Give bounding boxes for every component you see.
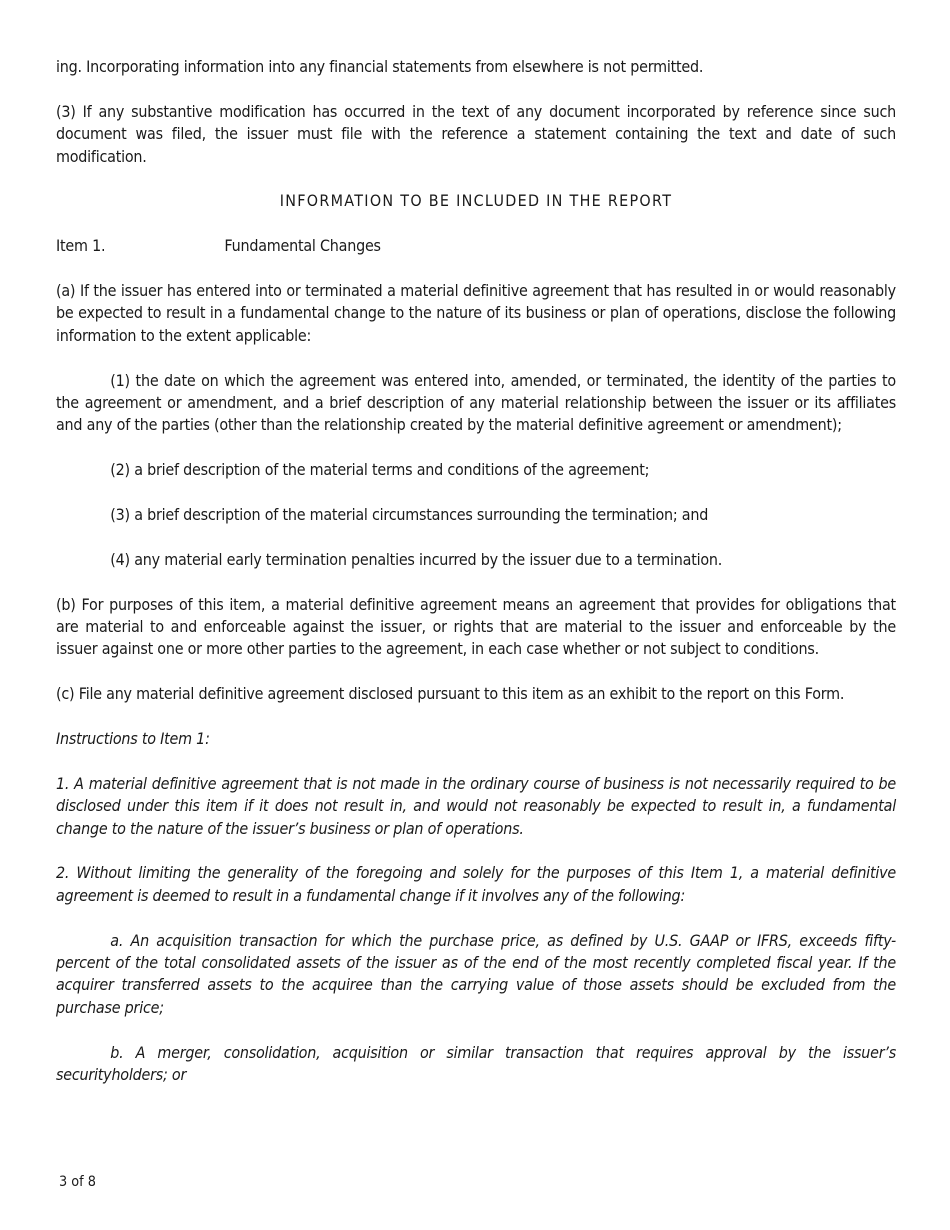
paragraph-b: (b) For purposes of this item, a material definitive agreement means an agreement that provides for obligations that are material to and enforceable against the issuer, or rights that are material to the issuer and enforceable by the issuer against one or more other parties to the agreement, in each case whether or not subject to conditions. <box>56 595 896 659</box>
item-heading <box>56 235 896 257</box>
continuation-paragraph: ing. Incorporating information into any financial statements from elsewhere is not permitted. <box>56 58 704 76</box>
paragraph-a: (a) If the issuer has entered into or terminated a material definitive agreement that has resulted in or would reasonably be expected to result in a fundamental change to the nature of its business or plan of operations, disclose the following information to the extent applicable: <box>56 282 896 345</box>
document-page <box>56 56 896 1109</box>
paragraph-3: (3) If any substantive modification has occurred in the text of any document incorporated by reference since such document was filed, the issuer must file with the reference a statement containing the text and date of such modification. <box>56 102 896 166</box>
instruction-1: 1. A material definitive agreement that is not made in the ordinary course of business is not necessarily required to be disclosed under this item if it does not result in, and would not reasonably be expected to result in, a fundamental change to the nature of the issuer’s business or plan of operations. <box>56 774 896 838</box>
paragraph-a-4: (4) any material early termination penalties incurred by the issuer due to a termination. <box>110 550 723 569</box>
item-number: Item 1. <box>56 237 106 256</box>
instruction-2: 2. Without limiting the generality of the foregoing and solely for the purposes of this Item 1, a material definitive agreement is deemed to result in a fundamental change if it involves any of the following: <box>56 864 896 905</box>
paragraph-a-1: (1) the date on which the agreement was entered into, amended, or terminated, the identity of the parties to the agreement or amendment, and a brief description of any material relationship between the issuer or its affiliates and any of the parties (other than the relationship created by the material definitive agreement or amendment); <box>56 371 896 435</box>
section-heading: INFORMATION TO BE INCLUDED IN THE REPORT <box>279 192 673 211</box>
paragraph-a-3: (3) a brief description of the material circumstances surrounding the termination; and <box>110 506 709 525</box>
page-number: 3 of 8 <box>59 1174 97 1190</box>
instructions-title: Instructions to Item 1: <box>56 730 210 749</box>
paragraph-a-2: (2) a brief description of the material terms and conditions of the agreement; <box>110 461 650 480</box>
paragraph-c: (c) File any material definitive agreement disclosed pursuant to this item as an exhibit to the report on this Form. <box>56 685 845 704</box>
instruction-2b: b. A merger, consolidation, acquisition or similar transaction that requires approval by the issuer’s securityholders; or <box>56 1043 896 1085</box>
instruction-2a: a. An acquisition transaction for which the purchase price, as defined by U.S. GAAP or IFRS, exceeds fifty-percent of the total consolidated assets of the issuer as of the end of the most recently completed fiscal year. If the acquirer transferred assets to the acquiree than the carrying value of those assets should be excluded from the purchase price; <box>56 931 896 1017</box>
item-title: Fundamental Changes <box>224 237 381 256</box>
